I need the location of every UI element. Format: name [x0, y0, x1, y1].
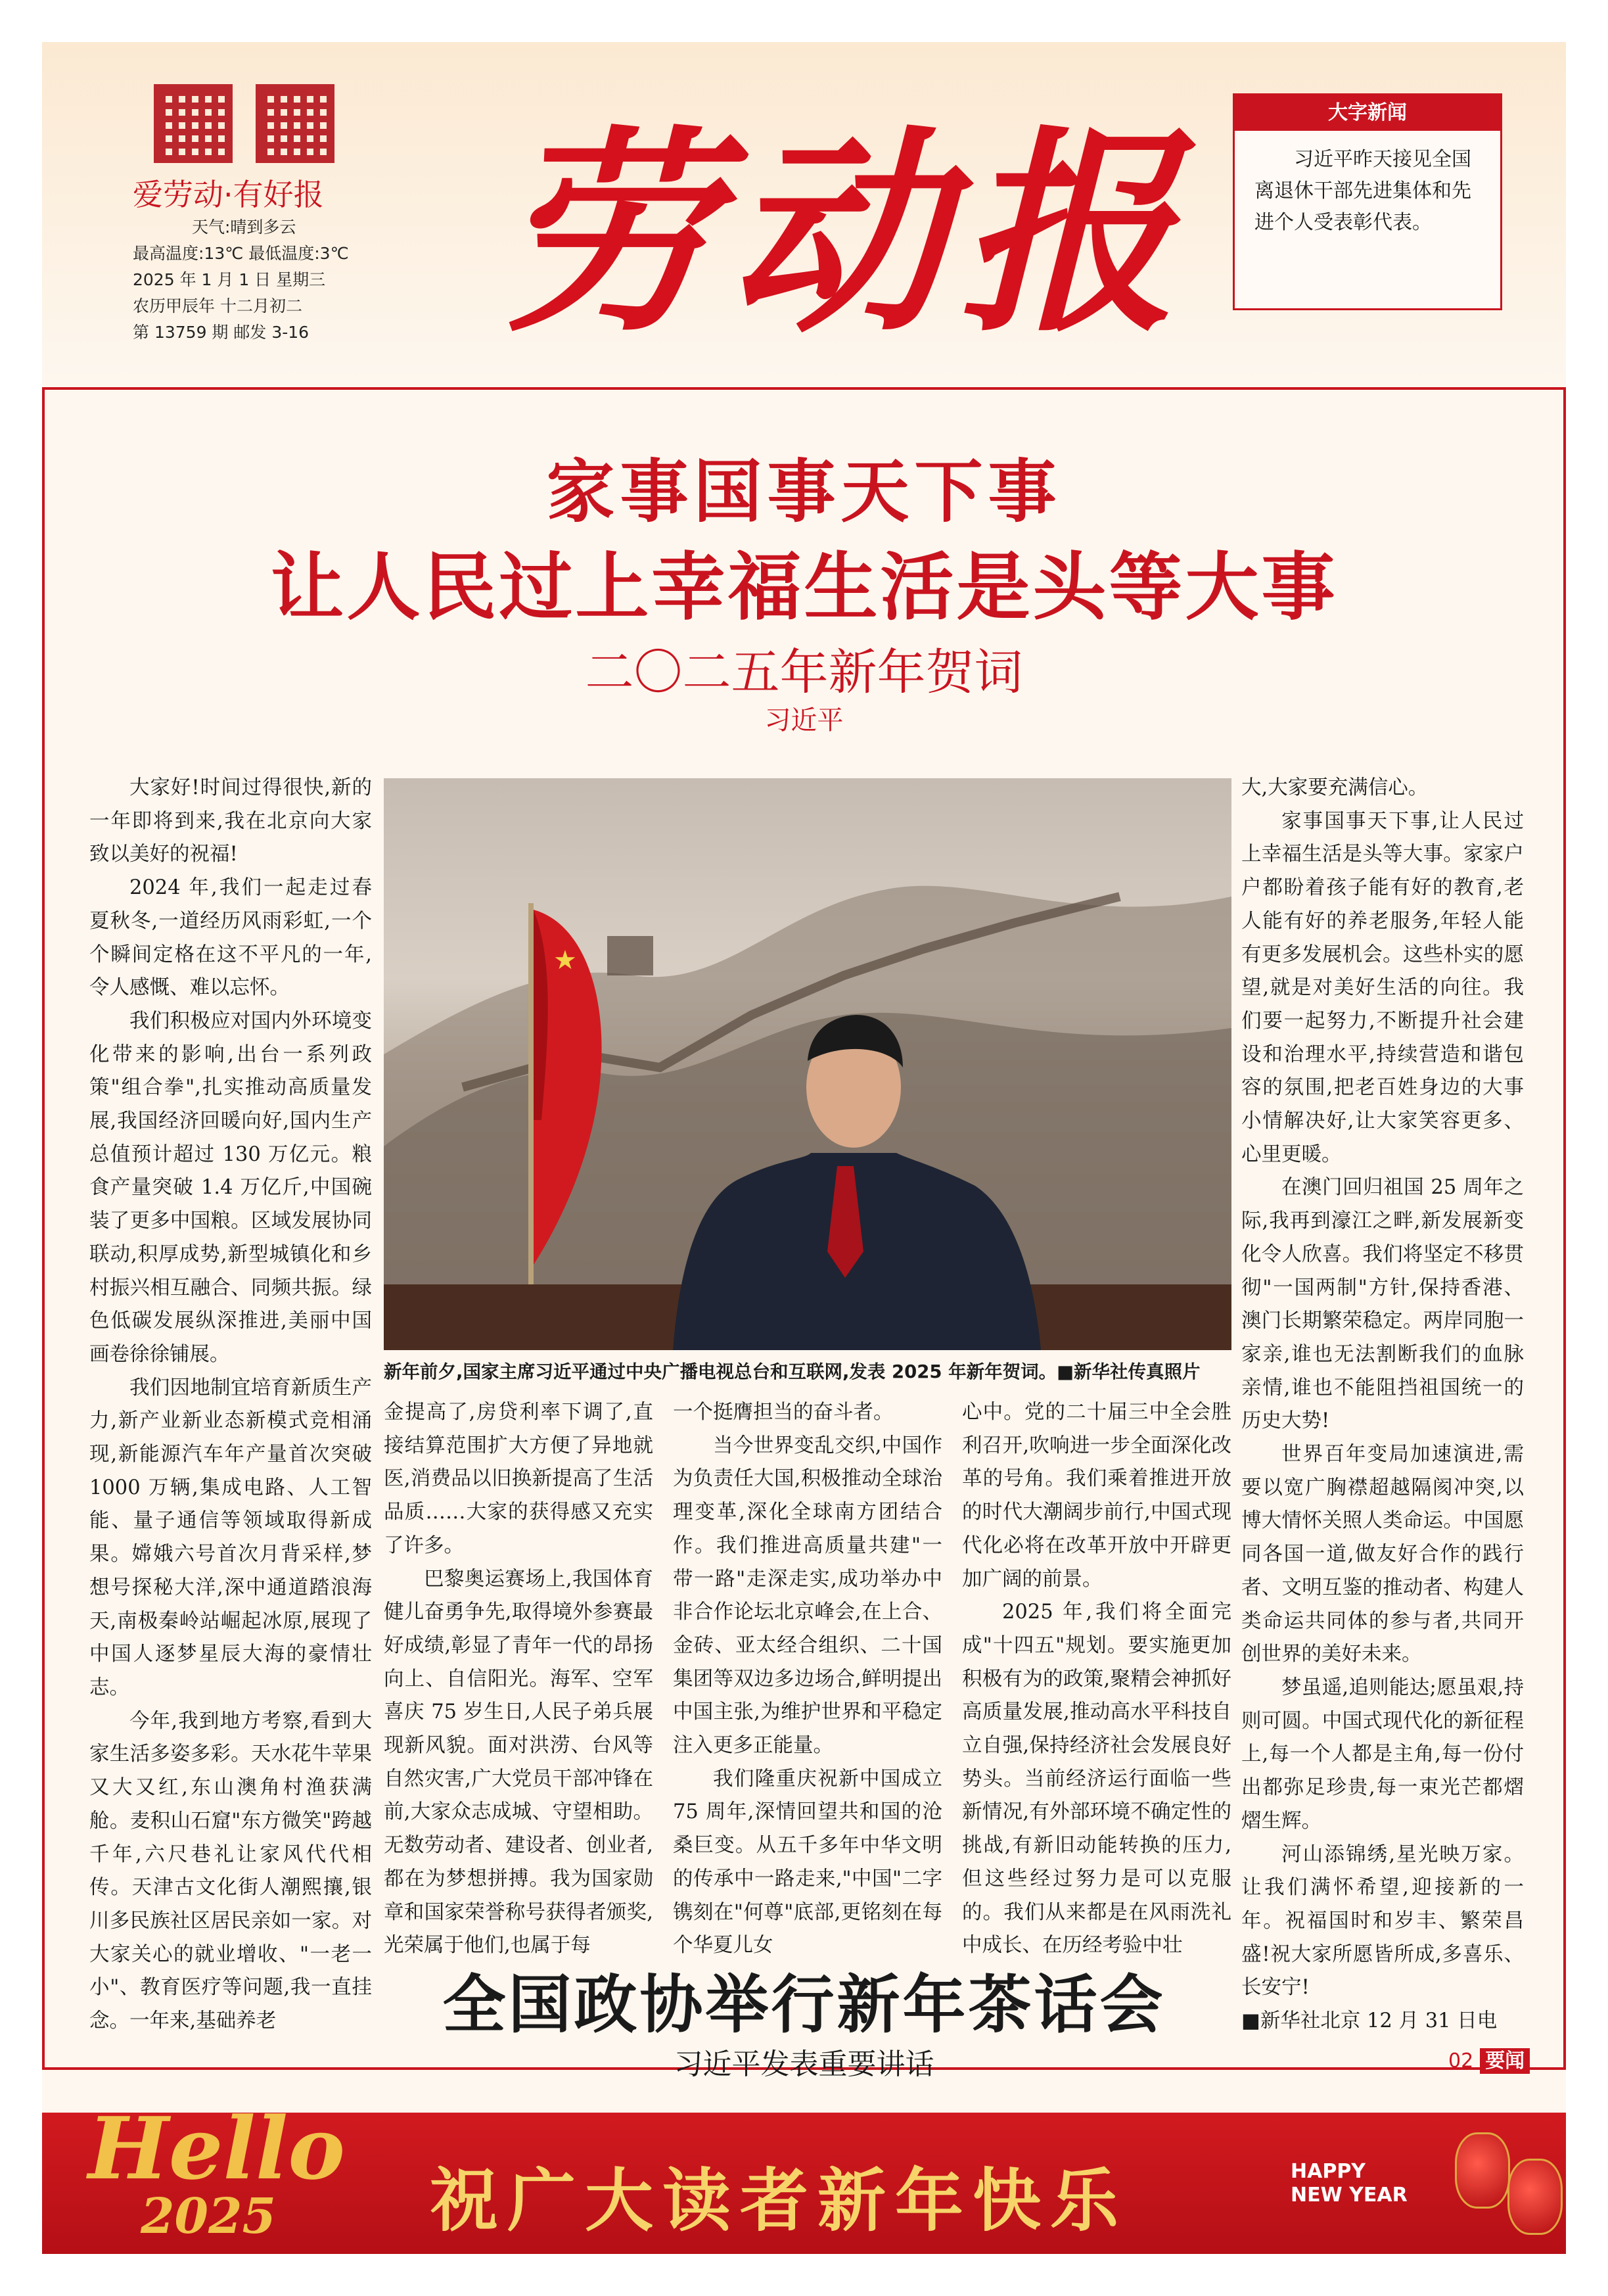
happy-new-year-text — [1291, 2160, 1408, 2207]
great-wall-painting — [384, 778, 1231, 1350]
paragraph: 当今世界变乱交织,中国作为负责任大国,积极推动全球治理变革,深化全球南方团结合作。我们推进高质量共建"一带一路"走深走实,成功举办中非合作论坛北京峰会,在上合、金砖、亚太经合组织、二十国集团等双边多边场合,鲜明提出中国主张,为维护世界和平稳定注入更多正能量。 — [673, 1434, 942, 1758]
issue-date: 2025 年 1 月 1 日 星期三 — [133, 270, 326, 289]
banner-hello: Hello — [88, 2098, 346, 2199]
paragraph: 心中。党的二十届三中全会胜利召开,吹响进一步全面深化改革的号角。我们乘着推进开放的时代大潮阔步前行,中国式现代化必将在改革开放中开辟更加广阔的前景。 — [962, 1401, 1231, 1591]
paragraph: 巴黎奥运赛场上,我国体育健儿奋勇争先,取得境外参赛最好成绩,彰显了青年一代的昂扬向上、自信阳光。海军、空军喜庆 75 岁生日,人民子弟兵展现新风貌。面对洪涝、台风等自然灾害,广大党员干部冲锋在前,大家众志成城、守望相助。无数劳动者、建设者、创业者,都在为梦想拼搏。我为国家勋章和国家荣誉称号获得者颁奖,光荣属于他们,也属于每 — [384, 1567, 653, 1957]
section-tag: 要闻 — [1480, 2048, 1530, 2074]
second-story-headline[interactable]: 全国政协举行新年茶话会 — [442, 1967, 1166, 2042]
second-story-subhead: 习近平发表重要讲话 — [674, 2048, 934, 2081]
byline: 习近平 — [764, 705, 844, 736]
newspaper-page — [42, 42, 1566, 2254]
paragraph: 2025 年,我们将全面完成"十四五"规划。要实施更加积极有为的政策,聚精会神抓好高质量发展,推动高水平科技自立自强,保持经济社会发展良好势头。当前经济运行面临一些新情况,有外部环境不确定性的挑战,有新旧动能转换的压力,但这些经过努力是可以克服的。我们从来都是在风雨洗礼中成长、在历经考验中壮 — [962, 1601, 1231, 1957]
dateline: ■新华社北京 12 月 31 日电 — [1241, 2009, 1498, 2033]
temperatures: 最高温度:13℃ 最低温度:3℃ — [133, 244, 349, 263]
paragraph: 大,大家要充满信心。 — [1241, 776, 1429, 799]
headline-line-1: 家事国事天下事 — [546, 451, 1062, 532]
slogan: 爱劳动·有好报 — [133, 177, 324, 212]
paragraph: 金提高了,房贷利率下调了,直接结算范围扩大方便了异地就医,消费品以旧换新提高了生活品质……大家的获得感又充实了许多。 — [384, 1401, 653, 1557]
paragraph: 我们积极应对国内外环境变化带来的影响,出台一系列政策"组合拳",扎实推动高质量发展,我国经济回暖向好,国内生产总值预计超过 130 万亿元。粮食产量突破 1.4 万亿斤,中国碗装了更多中国粮。区域发展协同联动,积厚成势,新型城镇化和乡村振兴相互融合、同频共振。绿色低碳发展纵深推进,美丽中国画卷徐徐铺展。 — [89, 1009, 372, 1366]
big-news-label: 大字新闻 — [1235, 95, 1500, 131]
lantern-icon — [1455, 2132, 1510, 2209]
paragraph: 今年,我到地方考察,看到大家生活多姿多彩。天水花牛苹果又大又红,东山澳角村渔获满舱。麦积山石窟"东方微笑"跨越千年,六尺巷礼让家风代代相传。天津古文化街人潮熙攘,银川多民族社区居民亲如一家。对大家关心的就业增收、"一老一小"、教育医疗等问题,我一直挂念。一年来,基础养老 — [89, 1709, 372, 2033]
paragraph: 一个挺膺担当的奋斗者。 — [673, 1401, 894, 1424]
paragraph: 世界百年变局加速演进,需要以宽广胸襟超越隔阂冲突,以博大情怀关照人类命运。中国愿同各国一道,做友好合作的践行者、文明互鉴的推动者、构建人类命运共同体的参与者,共同开创世界的美好未来。 — [1241, 1443, 1524, 1666]
hny-line-2: NEW YEAR — [1291, 2184, 1408, 2207]
paragraph: 我们因地制宜培育新质生产力,新产业新业态新模式竞相涌现,新能源汽车年产量首次突破 1000 万辆,集成电路、人工智能、量子通信等领域取得新成果。嫦娥六号首次月背采样,梦想号探秘大洋,深中通道踏浪海天,南极秦岭站崛起冰原,展现了中国人逐梦星辰大海的豪情壮志。 — [89, 1376, 372, 1699]
page-reference[interactable] — [1448, 2044, 1530, 2073]
headline-line-2: 让人民过上幸福生活是头等大事 — [270, 544, 1338, 630]
paragraph: 梦虽遥,追则能达;愿虽艰,持则可圆。中国式现代化的新征程上,每一个人都是主角,每一份付出都弥足珍贵,每一束光芒都熠熠生辉。 — [1241, 1675, 1524, 1833]
svg-text:★: ★ — [553, 945, 577, 975]
banner-greeting: 祝广大读者新年快乐 — [430, 2161, 1128, 2241]
paragraph: 河山添锦绣,星光映万家。让我们满怀希望,迎接新的一年。祝福国时和岁丰、繁荣昌盛!祝大家所愿皆所成,多喜乐、长安宁! — [1241, 1842, 1524, 2000]
paragraph: 在澳门回归祖国 25 周年之际,我再到濠江之畔,新发展新变化令人欣喜。我们将坚定不移贯彻"一国两制"方针,保持香港、澳门长期繁荣稳定。两岸同胞一家亲,谁也无法割断我们的血脉亲情,谁也不能阻挡祖国统一的历史大势! — [1241, 1176, 1524, 1433]
article-column-c — [962, 1396, 1231, 1963]
lunar-date: 农历甲辰年 十二月初二 — [133, 296, 302, 316]
hny-line-1: HAPPY — [1291, 2160, 1366, 2183]
paragraph: 2024 年,我们一起走过春夏秋冬,一道经历风雨彩虹,一个个瞬间定格在这不平凡的一年,令人感慨、难以忘怀。 — [89, 876, 372, 1000]
weather: 天气:晴到多云 — [192, 218, 296, 237]
headline-subtitle: 二〇二五年新年贺词 — [585, 644, 1023, 701]
issue-number: 第 13759 期 邮发 3-16 — [133, 323, 310, 342]
lantern-icon — [1507, 2159, 1563, 2235]
article-column-a — [384, 1396, 653, 1963]
article-column-left — [89, 772, 372, 2038]
masthead-meta — [133, 214, 349, 346]
newspaper-logo: 劳动报 — [499, 106, 1189, 361]
big-news-box[interactable] — [1233, 93, 1502, 310]
article-column-right — [1241, 772, 1524, 2038]
paragraph: 我们隆重庆祝新中国成立 75 周年,深情回望共和国的沧桑巨变。从五千多年中华文明的传承中一路走来,"中国"二字镌刻在"何尊"底部,更铭刻在每个华夏儿女 — [673, 1767, 942, 1957]
article-column-b — [673, 1396, 942, 1963]
banner-year: 2025 — [141, 2188, 276, 2245]
photo-caption: 新年前夕,国家主席习近平通过中央广播电视总台和互联网,发表 2025 年新年贺词。■新华社传真照片 — [384, 1361, 1201, 1382]
big-news-text: 习近平昨天接见全国离退休干部先进集体和先进个人受表彰代表。 — [1254, 148, 1471, 234]
paragraph: 家事国事天下事,让人民过上幸福生活是头等大事。家家户户都盼着孩子能有好的教育,老人能有好的养老服务,年轻人能有更多发展机会。这些朴实的愿望,就是对美好生活的向往。我们要一起努力,不断提升社会建设和治理水平,持续营造和谐包容的氛围,把老百姓身边的大事小情解决好,让大家笑容更多、心里更暖。 — [1241, 809, 1524, 1166]
paragraph: 大家好!时间过得很快,新的一年即将到来,我在北京向大家致以美好的祝福! — [89, 776, 372, 866]
qr-code-icon[interactable] — [154, 84, 233, 163]
news-photo[interactable] — [384, 778, 1231, 1350]
qr-code-icon[interactable] — [256, 84, 334, 163]
page-number: 02 — [1448, 2050, 1474, 2073]
masthead — [42, 42, 1566, 384]
new-year-banner — [42, 2098, 1566, 2254]
